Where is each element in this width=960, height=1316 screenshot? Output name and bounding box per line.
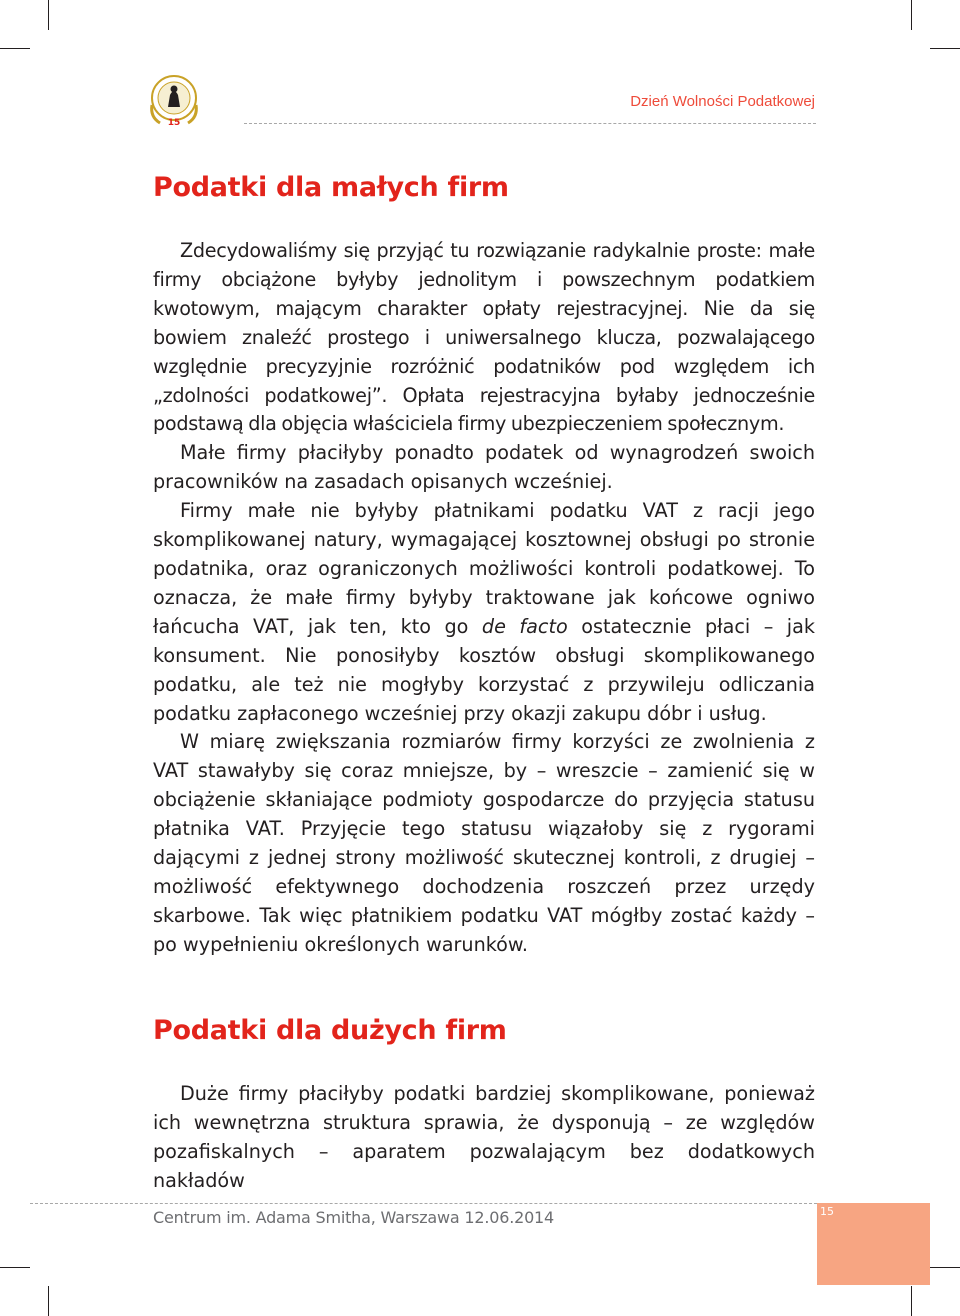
section-body-large-firms xyxy=(153,1080,815,1196)
text-span: ostatecznie płaci – jak konsument. Nie ponosiłyby kosztów obsługi skomplikowanego podatku, ale też nie mogłyby korzystać z przywileju odliczania podatku zapłaconego wcześniej przy okazji zakupu dóbr i usług. xyxy=(153,614,816,725)
header-title: Dzień Wolności Podatkowej xyxy=(630,93,815,110)
paragraph: W miarę zwiększania rozmiarów firmy korzyści ze zwolnienia z VAT stawałyby się coraz mniejsze, by – wreszcie – zamienić się w obciążenie skłaniające podmioty gospodarcze do przyjęcia statusu płatnika VAT. Przyjęcie tego statusu wiązałoby się z rygorami dającymi z jednej strony możliwość skutecznej kontroli, z drugiej – możliwość efektywnego dochodzenia roszczeń przez urzędy skarbowe. Tak więc płatnikiem podatku VAT mógłby zostać każdy – po wypełnieniu określonych warunków. xyxy=(153,730,815,956)
crop-mark xyxy=(930,48,960,49)
section-heading-small-firms: Podatki dla małych firm xyxy=(153,172,509,203)
footer-divider xyxy=(30,1203,817,1204)
paragraph: Zdecydowaliśmy się przyjąć tu rozwiązanie radykalnie proste: małe firmy obciążone byłyby jednolitym i powszechnym podatkiem kwotowym, mającym charakter opłaty rejestracyjnej. Nie da się bowiem znaleźć prostego i uniwersalnego klucza, pozwalającego względnie precyzyjnie rozróżnić podatników pod względem ich „zdolności podatkowej”. Opłata rejestracyjna byłaby jednocześnie podstawą dla objęcia właściciela firmy ubezpieczeniem społecznym. xyxy=(153,239,815,436)
section-body-small-firms xyxy=(153,237,815,960)
crop-mark xyxy=(911,0,912,30)
crop-mark xyxy=(0,1267,30,1268)
page-number: 15 xyxy=(820,1205,834,1218)
logo-number: 15 xyxy=(167,118,181,128)
section-heading-large-firms: Podatki dla dużych firm xyxy=(153,1015,507,1046)
paragraph: Duże firmy płaciłyby podatki bardziej skomplikowane, ponieważ ich wewnętrzna struktura sprawia, że dysponują – ze względów pozafiskalnych – aparatem pozwalającym bez dodatkowych nakładów xyxy=(153,1082,815,1192)
page-number-box xyxy=(817,1203,930,1285)
seal-logo-icon xyxy=(146,73,202,129)
crop-mark xyxy=(930,1267,960,1268)
crop-mark xyxy=(0,48,30,49)
paragraph: Małe firmy płaciłyby ponadto podatek od wynagrodzeń swoich pracowników na zasadach opisanych wcześniej. xyxy=(153,441,815,494)
crop-mark xyxy=(911,1286,912,1316)
italic-term: de facto xyxy=(481,614,568,638)
text-span: Firmy małe nie byłyby płatnikami podatku VAT z racji jego skomplikowanej natury, wymagającej kosztownej obsługi po stronie podatnika, oraz ograniczonych możliwości kontroli podatkowej. To oznacza, że małe firmy byłyby traktowane jak końcowe ogniwo łańcucha VAT, jak ten, kto go xyxy=(153,499,815,638)
header-divider xyxy=(244,123,816,124)
paragraph-vat xyxy=(153,497,815,728)
crop-mark xyxy=(48,1286,49,1316)
crop-mark xyxy=(48,0,49,30)
footer-text: Centrum im. Adama Smitha, Warszawa 12.06.2014 xyxy=(153,1208,555,1227)
